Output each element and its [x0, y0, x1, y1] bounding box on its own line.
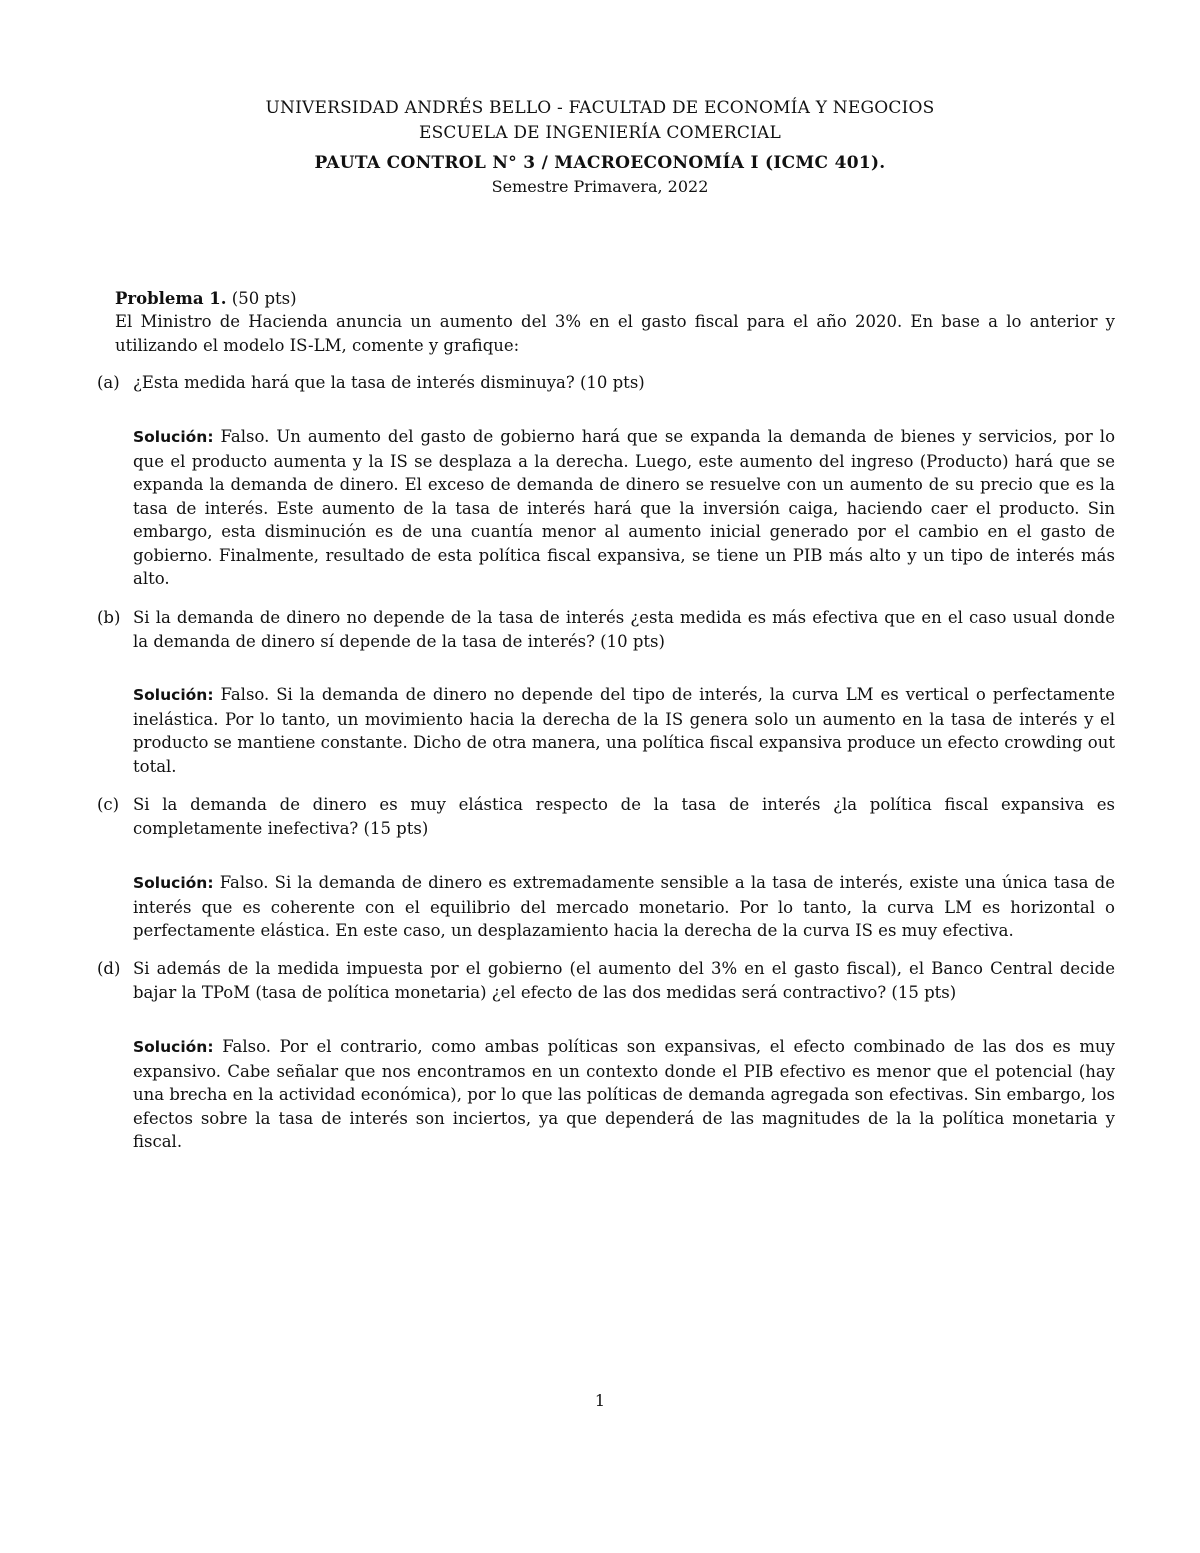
item-question: Si además de la medida impuesta por el gobierno (el aumento del 3% en el gasto fiscal), el Banco Central decide bajar la TPoM (tasa de política monetaria) ¿el efecto de las dos medidas será contractivo? (15 pts): [133, 959, 1115, 1002]
solution-text: Falso. Si la demanda de dinero es extremadamente sensible a la tasa de interés, existe una única tasa de interés que es coherente con el equilibrio del mercado monetario. Por lo tanto, la curva LM es horizontal o perfectamente elástica. En este caso, un desplazamiento hacia la derecha de la curva IS es muy efectiva.: [133, 873, 1115, 940]
item-question: Si la demanda de dinero es muy elástica respecto de la tasa de interés ¿la política fiscal expansiva es completamente inefectiva? (15 pts): [133, 795, 1115, 838]
solution-text: Falso. Un aumento del gasto de gobierno hará que se expanda la demanda de bienes y servicios, por lo que el producto aumenta y la IS se desplaza a la derecha. Luego, este aumento del ingreso (Producto) hará que se expanda la demanda de dinero. El exceso de demanda de dinero se resuelve con un aumento de su precio que es la tasa de interés. Este aumento de la tasa de interés hará que la inversión caiga, haciendo caer el producto. Sin embargo, esta disminución es de una cuantía menor al aumento inicial generado por el cambio en el gasto de gobierno. Finalmente, resultado de esta política fiscal expansiva, se tiene un PIB más alto y un tipo de interés más alto.: [133, 427, 1116, 588]
item-question: ¿Esta medida hará que la tasa de interés disminuya? (10 pts): [133, 373, 645, 392]
problem-points: (50 pts): [231, 289, 297, 308]
item-label: (b): [97, 608, 121, 627]
solution-label: Solución:: [133, 874, 214, 892]
semester-line: Semestre Primavera, 2022: [491, 177, 709, 196]
solution-text: Falso. Si la demanda de dinero no depende del tipo de interés, la curva LM es vertical o perfectamente inelástica. Por lo tanto, un movimiento hacia la derecha de la IS genera solo un aumento en la tasa de interés y el producto se mantiene constante. Dicho de otra manera, una política fiscal expansiva produce un efecto crowding out total.: [133, 685, 1115, 776]
problem-label: Problema 1.: [115, 289, 227, 308]
item-solution: [133, 683, 1115, 778]
solution-label: Solución:: [133, 686, 214, 704]
item-question: Si la demanda de dinero no depende de la tasa de interés ¿esta medida es más efectiva que en el caso usual donde la demanda de dinero sí depende de la tasa de interés? (10 pts): [133, 608, 1115, 651]
problem-heading: [115, 287, 1115, 311]
solution-text: Falso. Por el contrario, como ambas políticas son expansivas, el efecto combinado de las dos es muy expansivo. Cabe señalar que nos encontramos en un contexto donde el PIB efectivo es menor que el potencial (hay una brecha en la actividad económica), por lo que las políticas de demanda agregada son efectivas. Sin embargo, los efectos sobre la tasa de interés son inciertos, ya que dependerá de las magnitudes de la la política monetaria y fiscal.: [133, 1037, 1115, 1151]
problem-statement: El Ministro de Hacienda anuncia un aumento del 3% en el gasto fiscal para el año 2020. En base a lo anterior y utilizando el modelo IS-LM, comente y grafique:: [115, 312, 1115, 355]
item-label: (c): [97, 795, 120, 814]
item-solution: [133, 1035, 1115, 1154]
school-header: ESCUELA DE INGENIERÍA COMERCIAL: [418, 123, 782, 143]
item-label: (a): [97, 373, 120, 392]
item-solution: [133, 425, 1115, 591]
item-label: (d): [97, 959, 121, 978]
page-number: 1: [594, 1391, 606, 1410]
item-solution: [133, 871, 1115, 943]
university-header: UNIVERSIDAD ANDRÉS BELLO - FACULTAD DE ECONOMÍA Y NEGOCIOS: [265, 98, 935, 118]
document-title: PAUTA CONTROL N° 3 / MACROECONOMÍA I (ICMC 401).: [314, 153, 886, 173]
solution-label: Solución:: [133, 1038, 214, 1056]
solution-label: Solución:: [133, 428, 214, 446]
